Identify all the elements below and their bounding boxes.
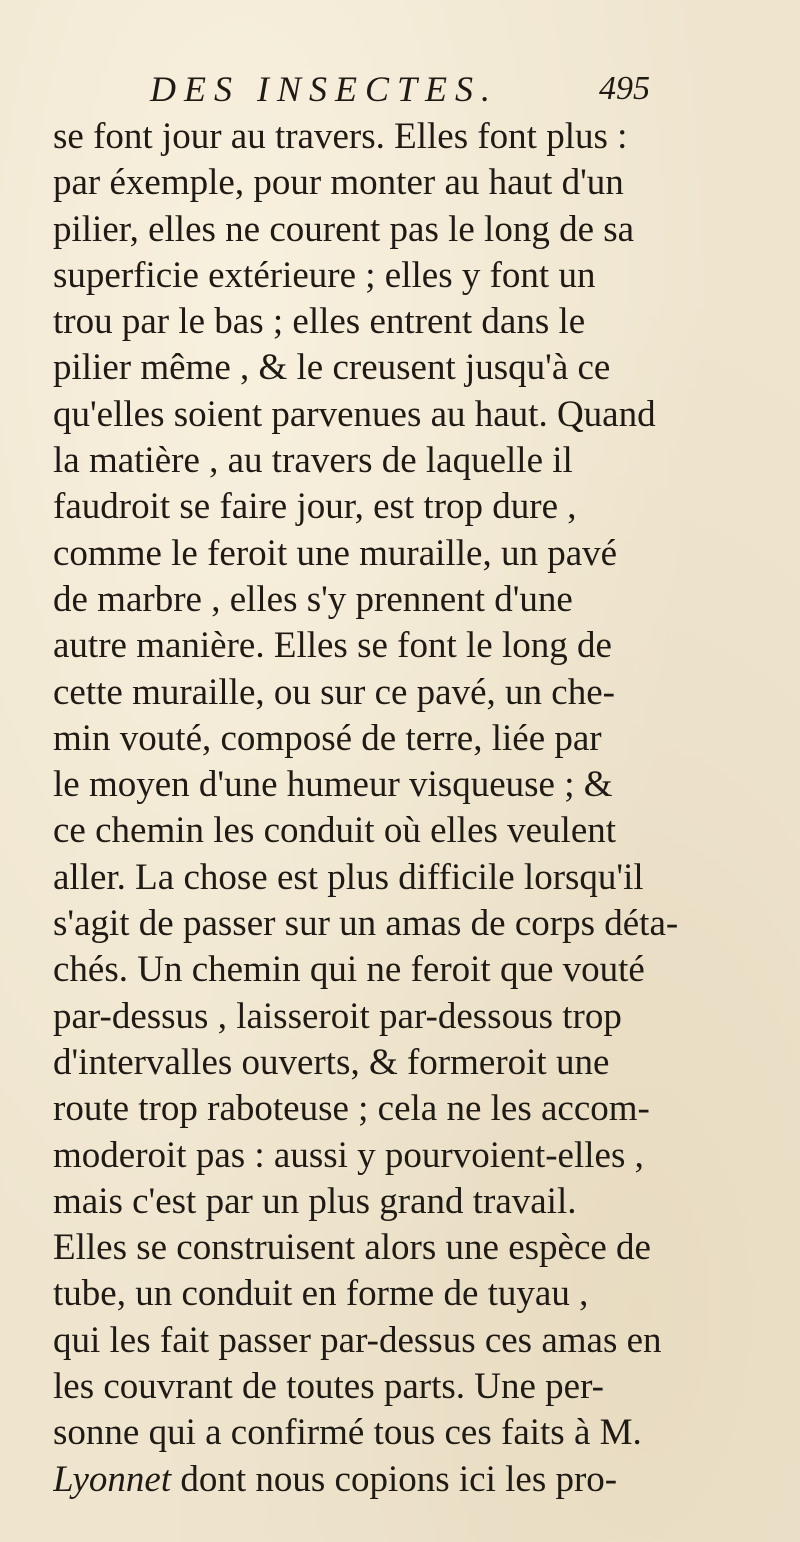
text-line: comme le feroit une muraille, un pavé bbox=[53, 532, 618, 574]
text-line: qui les fait passer par-dessus ces amas en bbox=[53, 1319, 662, 1361]
text-line: tube, un conduit en forme de tuyau , bbox=[53, 1273, 589, 1315]
text-line: pilier, elles ne courent pas le long de sa bbox=[53, 208, 635, 250]
italic-name: Lyonnet bbox=[53, 1458, 172, 1500]
text-line: cette muraille, ou sur ce pavé, un che- bbox=[53, 671, 615, 713]
body-text bbox=[53, 114, 793, 1503]
text-line: trou par le bas ; elles entrent dans le bbox=[53, 301, 586, 343]
text-line: s'agit de passer sur un amas de corps déta- bbox=[53, 903, 679, 945]
text-line: ce chemin les conduit où elles veulent bbox=[53, 810, 617, 852]
text-line: pilier même , & le creusent jusqu'à ce bbox=[53, 347, 611, 389]
text-line: aller. La chose est plus difficile lorsqu'il bbox=[53, 856, 644, 898]
text-line: mais c'est par un plus grand travail. bbox=[53, 1180, 577, 1222]
text-line: d'intervalles ouverts, & formeroit une bbox=[53, 1041, 610, 1083]
text-line: chés. Un chemin qui ne feroit que vouté bbox=[53, 949, 645, 991]
page-number: 495 bbox=[599, 70, 650, 107]
text-line: faudroit se faire jour, est trop dure , bbox=[53, 486, 577, 528]
text-line: la matière , au travers de laquelle il bbox=[53, 440, 573, 482]
text-line: le moyen d'une humeur visqueuse ; & bbox=[53, 764, 613, 806]
text-line: route trop raboteuse ; cela ne les accom- bbox=[53, 1088, 650, 1130]
text-line: moderoit pas : aussi y pourvoient-elles , bbox=[53, 1134, 644, 1176]
running-title: DES INSECTES. bbox=[150, 69, 499, 109]
text-line: autre manière. Elles se font le long de bbox=[53, 625, 612, 667]
text-line: de marbre , elles s'y prennent d'une bbox=[53, 578, 573, 620]
text-line: min vouté, composé de terre, liée par bbox=[53, 717, 602, 759]
text-line-last bbox=[53, 1457, 793, 1503]
text-line: qu'elles soient parvenues au haut. Quand bbox=[53, 393, 656, 435]
text-line: sonne qui a confirmé tous ces faits à M. bbox=[53, 1412, 642, 1454]
text-line: les couvrant de toutes parts. Une per- bbox=[53, 1366, 604, 1408]
text-line: se font jour au travers. Elles font plus : bbox=[53, 116, 628, 157]
text-line: superficie extérieure ; elles y font un bbox=[53, 254, 596, 296]
text-line: par éxemple, pour monter au haut d'un bbox=[53, 162, 624, 204]
running-head bbox=[150, 68, 650, 118]
text-line: par-dessus , laisseroit par-dessous trop bbox=[53, 995, 622, 1037]
text-line: Elles se construisent alors une espèce de bbox=[53, 1227, 651, 1269]
last-line-rest: dont nous copions ici les pro- bbox=[171, 1458, 618, 1500]
